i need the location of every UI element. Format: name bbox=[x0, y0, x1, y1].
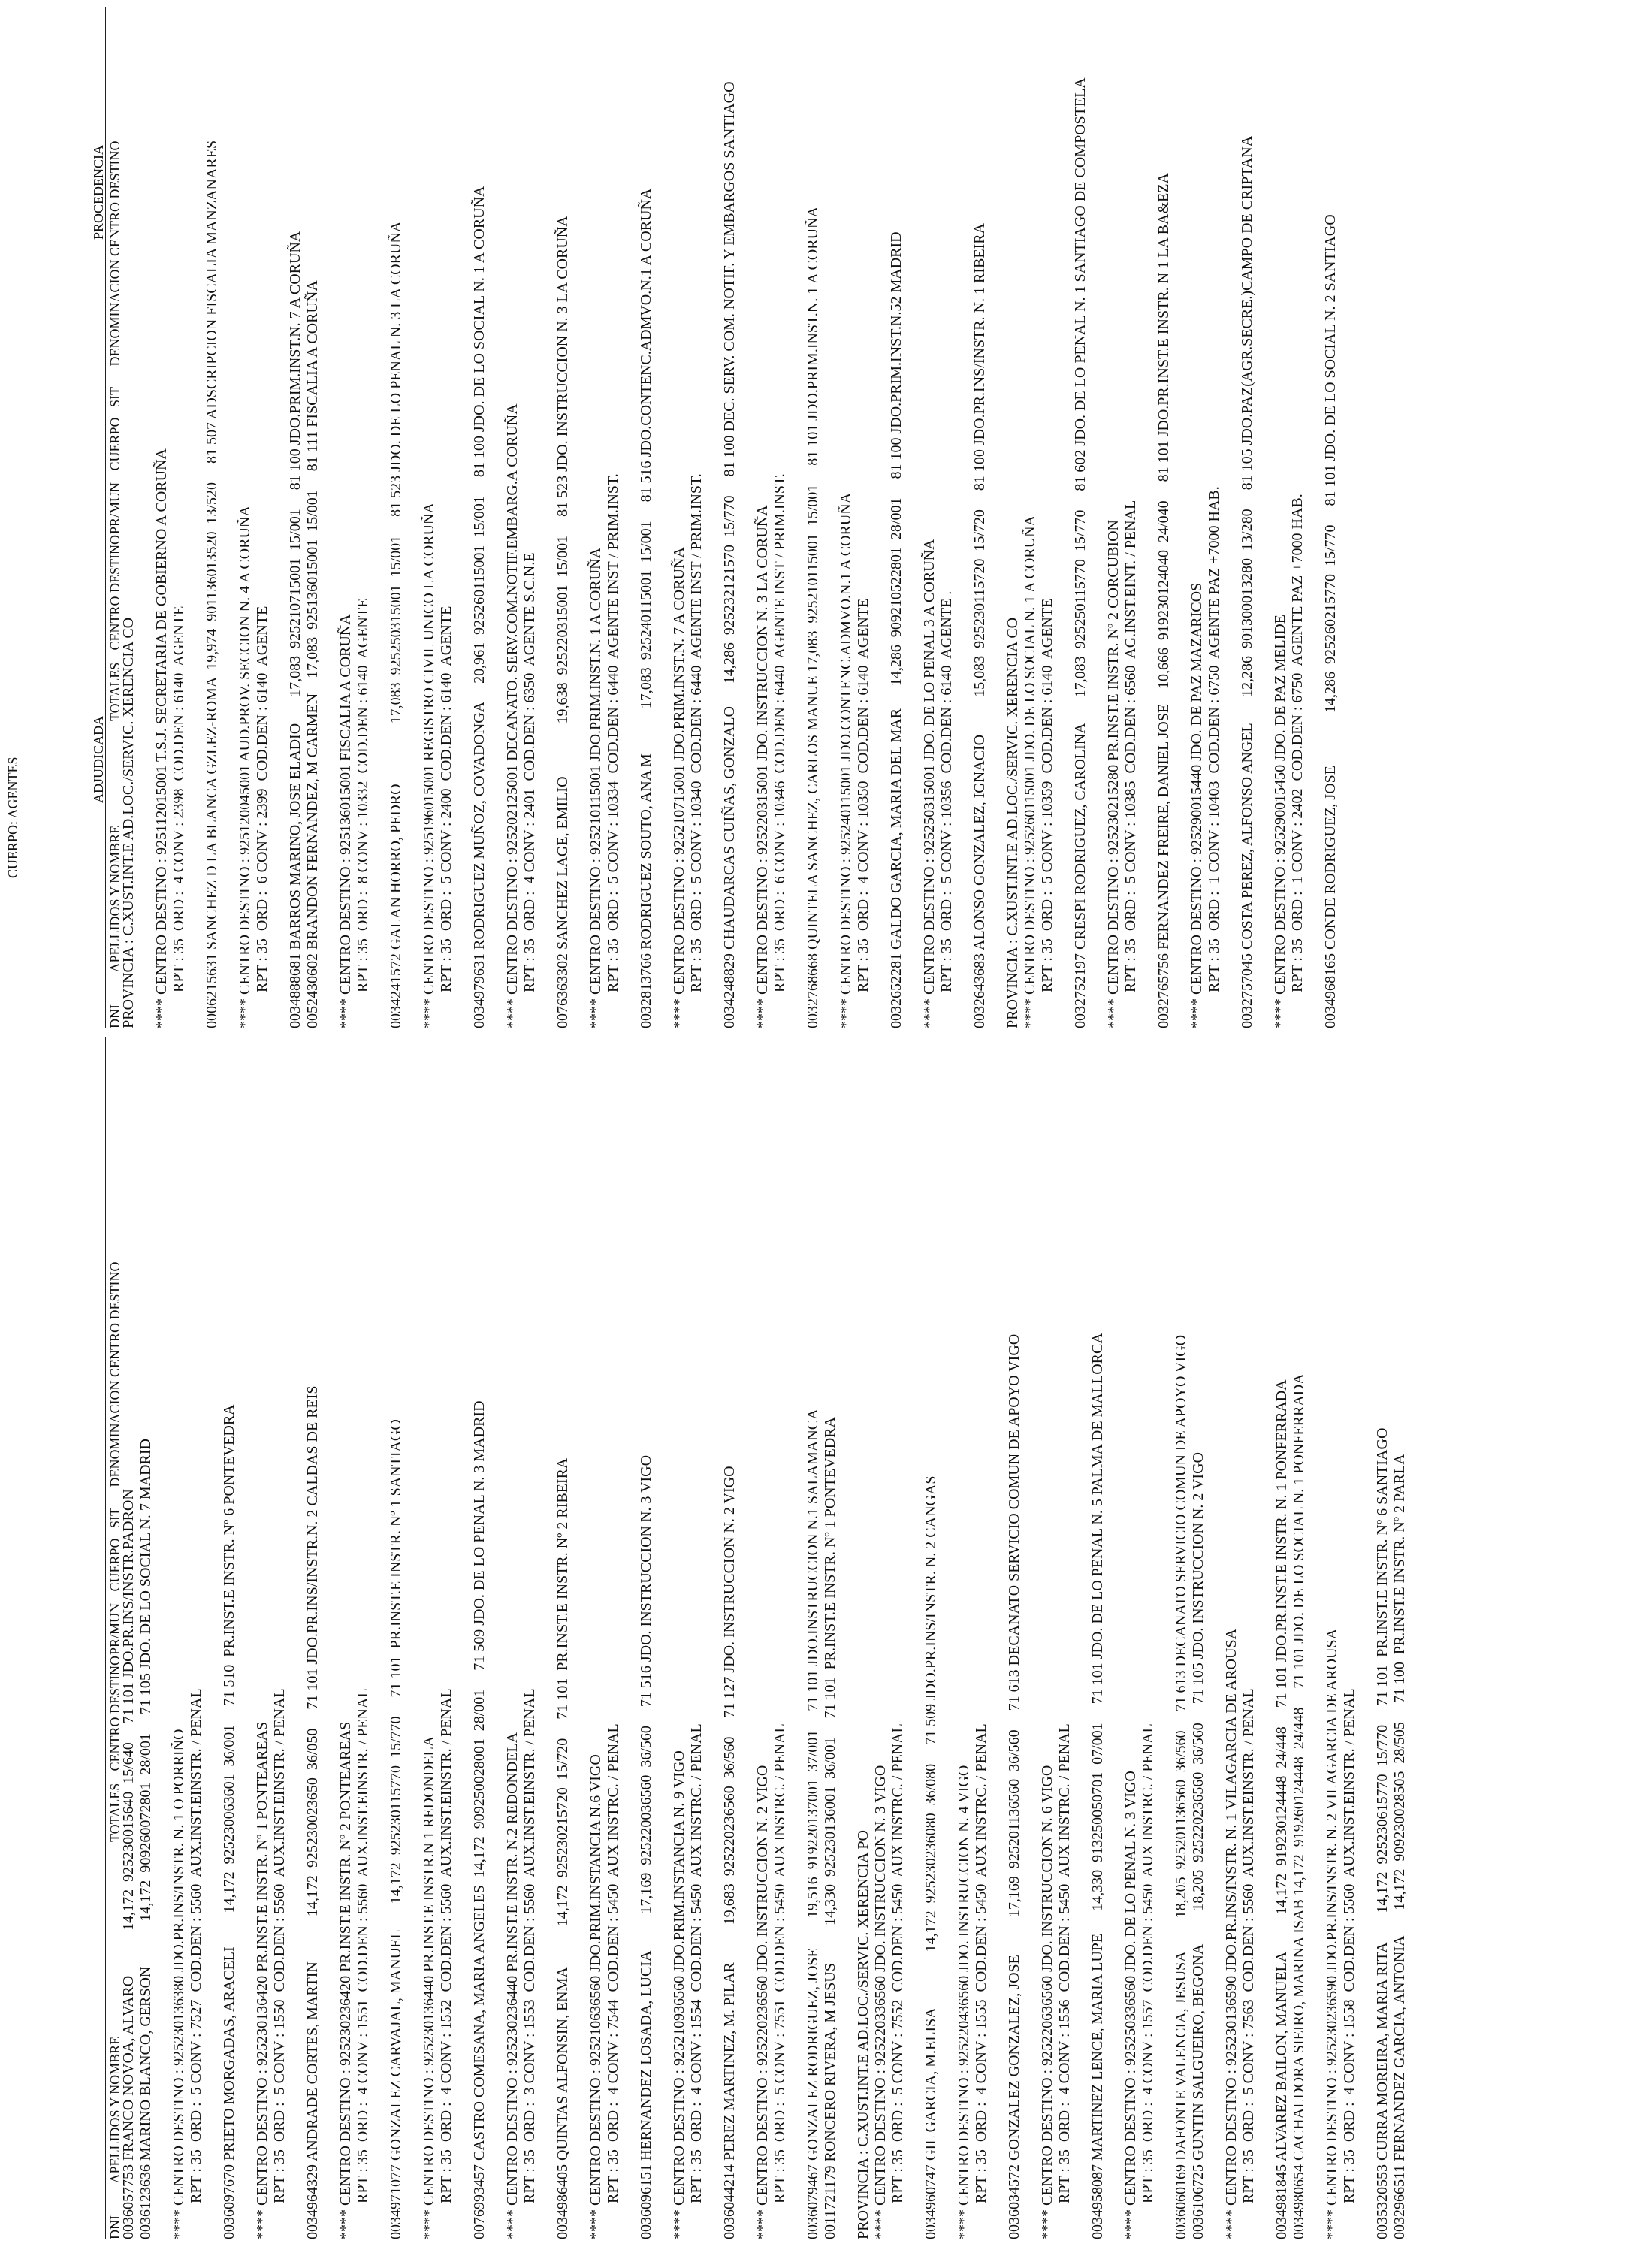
spacer bbox=[221, 7, 237, 1028]
agent-record: 0032752197 CRESPI RODRIGUEZ, CAROLINA 17,083 925250115770 15/770 81 602 JDO. DE LO PENAL N. 1 SANTIAGO DE COMPOSTELA bbox=[1072, 77, 1089, 1028]
agent-record: 0076993457 CASTRO COMESANA, MARIA ANGELES 14,172 909250028001 28/001 71 509 JDO. DE LO PENAL N. 3 MADRID bbox=[471, 1400, 488, 2239]
col-denominacion: DENOMINACION CENTRO DESTINO bbox=[107, 1261, 122, 1487]
spacer bbox=[488, 1037, 504, 2239]
col-centro-destino: CENTRO DESTINO bbox=[107, 1656, 122, 1771]
rpt-detail-line: RPT : 35 ORD : 4 CONV : 2401 COD.DEN : 6350 AGENTE S.C.N.E bbox=[521, 552, 538, 992]
rpt-detail-line: RPT : 35 ORD : 5 CONV : 7563 COD.DEN : 5560 AUX.INST.EINSTR. / PENAL bbox=[1240, 1688, 1257, 2203]
spacer bbox=[188, 7, 204, 1028]
spacer bbox=[956, 7, 971, 1028]
centro-destino-heading: **** CENTRO DESTINO : 925202125001 DECANATO. SERV.COM.NOTIF.EMBARG.A CORUÑA bbox=[504, 403, 521, 1028]
centro-destino-heading: **** CENTRO DESTINO : 925210715001 JDO.PRIM.INST.N. 7 A CORUÑA bbox=[671, 547, 687, 1028]
rpt-detail-line: RPT : 35 ORD : 4 CONV : 7544 COD.DEN : 5450 AUX INSTRC. / PENAL bbox=[605, 1723, 621, 2203]
agent-record: 0032813766 RODRIGUEZ SOUTO, ANA M 17,083 925240115001 15/001 81 516 JDO.CONTENC.ADMVO.N.1 A CORUÑA bbox=[638, 188, 654, 1028]
spacer bbox=[271, 7, 287, 1028]
agent-record: 0036123636 MARINO BLANCO, GERSON 14,172 909260072801 28/001 71 105 JDO. DE LO SOCIAL N. 7 MADRID bbox=[137, 1439, 154, 2239]
spacer bbox=[405, 1037, 421, 2239]
rpt-detail-line: RPT : 35 ORD : 5 CONV : 7527 COD.DEN : 5560 AUX.INST.EINSTR. / PENAL bbox=[188, 1688, 204, 2203]
rpt-detail-line: RPT : 35 ORD : 3 CONV : 1553 COD.DEN : 5560 AUX.INST.EINSTR. / PENAL bbox=[521, 1688, 538, 2203]
spacer bbox=[322, 1037, 337, 2239]
spacer bbox=[1173, 7, 1188, 1028]
centro-destino-heading: **** CENTRO DESTINO : 925120045001 AUD.PROV. SECCION N. 4 A CORUÑA bbox=[237, 506, 253, 1028]
spacer bbox=[622, 7, 638, 1028]
left-column bbox=[0, 1037, 1652, 2239]
centro-destino-heading: **** CENTRO DESTINO : 925220636560 JDO. INSTRUCCION N. 6 VIGO bbox=[1039, 1765, 1056, 2239]
centro-destino-heading: **** CENTRO DESTINO : 925230136420 PR.INST.E INSTR. Nº 1 PONTEAREAS bbox=[254, 1721, 270, 2239]
agent-record: 0034968165 CONDE RODRIGUEZ, JOSE 14,286 925260215770 15/770 81 101 JDO. DE LO SOCIAL N. 2 SANTIAGO bbox=[1322, 214, 1339, 1028]
rpt-detail-line: RPT : 35 ORD : 4 CONV : 1556 COD.DEN : 5450 AUX INSTRC. / PENAL bbox=[1056, 1723, 1073, 2203]
spacer bbox=[907, 1037, 923, 2239]
spacer bbox=[572, 1037, 587, 2239]
rpt-detail-line: RPT : 35 ORD : 8 CONV : 10332 COD.DEN : 6140 AGENTE bbox=[355, 598, 371, 992]
col-pr-mun: PR/MUN bbox=[107, 1602, 122, 1655]
centro-destino-heading: **** CENTRO DESTINO : 925210115001 JDO.PRIM.INST.N. 1 A CORUÑA bbox=[587, 547, 604, 1028]
spacer bbox=[372, 1037, 388, 2239]
col-dni: DNI bbox=[107, 1004, 122, 1028]
rpt-detail-line: RPT : 35 ORD : 5 CONV : 10359 COD.DEN : 6140 AGENTE bbox=[1039, 598, 1056, 992]
spacer bbox=[1308, 1037, 1324, 2239]
spacer bbox=[1223, 7, 1239, 1028]
rpt-detail-line: RPT : 35 ORD : 4 CONV : 1557 COD.DEN : 5450 AUX INSTRC. / PENAL bbox=[1140, 1723, 1156, 2203]
rpt-detail-line: RPT : 35 ORD : 5 CONV : 10356 COD.DEN : 6140 AGENTE . bbox=[938, 590, 955, 992]
agent-record: 0034971077 GONZALEZ CARVAJAL, MANUEL 14,172 925230115770 15/770 71 101 PR.INST.E INSTR. Nº 1 SANTIAGO bbox=[388, 1419, 404, 2239]
agent-record: 0036044214 PEREZ MARTINEZ, M. PILAR 19,683 925220236560 36/560 71 127 JDO. INSTRUCCION N. 2 VIGO bbox=[721, 1466, 738, 2239]
centro-destino-heading: **** CENTRO DESTINO : 925230236590 JDO.PR.INS/INSTR. N. 2 VILAGARCIA DE AROUSA bbox=[1324, 1628, 1340, 2239]
spacer bbox=[940, 1037, 956, 2239]
spacer bbox=[288, 1037, 304, 2239]
spacer bbox=[322, 7, 337, 1028]
spacer bbox=[1157, 1037, 1173, 2239]
centro-destino-heading: **** CENTRO DESTINO : 925290015450 JDO. DE PAZ MELIDE bbox=[1272, 615, 1288, 1028]
agent-record: 0076363302 SANCHEZ LAGE, EMILIO 19,638 925220315001 15/001 81 523 JDO. INSTRUCCION N. 3 LA CORUÑA bbox=[554, 216, 571, 1028]
spacer bbox=[405, 7, 421, 1028]
left-listing bbox=[120, 1037, 1409, 2239]
rpt-detail-line: RPT : 35 ORD : 5 CONV : 10385 COD.DEN : 6560 AG.INST.EINT. / PENAL bbox=[1122, 500, 1139, 992]
rpt-detail-line: RPT : 35 ORD : 6 CONV : 10346 COD.DEN : 6440 AGENTE INST / PRIM.INST. bbox=[772, 473, 788, 992]
col-pr-mun: PR/MUN bbox=[107, 482, 122, 534]
spacer bbox=[488, 7, 504, 1028]
spacer bbox=[872, 7, 888, 1028]
spacer bbox=[1023, 1037, 1039, 2239]
agent-record: 0006215631 SANCHEZ D LA BLANCA GZLEZ-ROMA 19,974 901136013520 13/520 81 507 ADSCRIPCION FISCALIA MANZANARES bbox=[204, 140, 220, 1028]
spacer bbox=[990, 1037, 1006, 2239]
agent-record: 0034958087 MARTINEZ LENCE, MARIA LUPE 14,330 913250050701 07/001 71 101 JDO. DE LO PENAL N. 5 PALMA DE MALLORCA bbox=[1089, 1333, 1106, 2239]
spacer bbox=[205, 1037, 221, 2239]
agent-record: 0034960747 GIL GARCIA, M.ELISA 14,172 925230236080 36/080 71 509 JDO.PR.INS/INSTR. N. 2 CANGAS bbox=[923, 1475, 939, 2239]
spacer bbox=[155, 1037, 171, 2239]
centro-destino-heading: **** CENTRO DESTINO : 925210636560 JDO.PRIM.INSTANCIA N.6 VIGO bbox=[587, 1754, 604, 2239]
centro-destino-heading: **** CENTRO DESTINO : 925230136590 JDO.PR.INS/INSTR. N. 1 VILAGARCIA DE AROUSA bbox=[1223, 1628, 1240, 2239]
spacer bbox=[789, 7, 805, 1028]
right-header bbox=[0, 7, 120, 1028]
col-centro-destino: CENTRO DESTINO bbox=[107, 535, 122, 651]
rpt-detail-line: RPT : 35 ORD : 5 CONV : 7551 COD.DEN : 5450 AUX INSTRC. / PENAL bbox=[772, 1723, 788, 2203]
spacer bbox=[1140, 7, 1155, 1028]
col-cuerpo: CUERPO bbox=[107, 1538, 122, 1592]
centro-destino-heading: **** CENTRO DESTINO : 925220336560 JDO. INSTRUCCION N. 3 VIGO bbox=[872, 1765, 889, 2239]
spacer bbox=[655, 1037, 671, 2239]
agent-record: 0035320553 CURRA MOREIRA, MARIA RITA 14,172 925230615770 15/770 71 101 PR.INST.E INSTR. Nº 6 SANTIAGO bbox=[1374, 1427, 1391, 2239]
spacer bbox=[1258, 1037, 1273, 2239]
centro-destino-heading: **** CENTRO DESTINO : 925250336560 JDO. DE LO PENAL N. 3 VIGO bbox=[1122, 1771, 1139, 2239]
centro-destino-heading: **** CENTRO DESTINO : 925230236440 PR.INST.E INSTR. N.2 REDONDELA bbox=[504, 1732, 521, 2239]
col-sit: SIT bbox=[107, 387, 122, 407]
agent-record: 0034986405 QUINTAS ALFONSIN, ENMA 14,172 925230215720 15/720 71 101 PR.INST.E INSTR. Nº 2 RIBEIRA bbox=[554, 1457, 571, 2239]
spacer bbox=[539, 7, 554, 1028]
col-cuerpo: CUERPO bbox=[107, 417, 122, 471]
agent-record: 0032643683 ALONSO GONZALEZ, IGNACIO 15,083 925230115720 15/720 81 100 JDO.PR.INS/INSTR. N. 1 RIBEIRA bbox=[971, 222, 988, 1028]
agent-record: 0036079467 GONZALEZ RODRIGUEZ, JOSE 19,516 919220137001 37/001 71 101 JDO.INSTRUCCION N.1 SALAMANCA bbox=[805, 1409, 821, 2239]
spacer bbox=[1358, 1037, 1374, 2239]
centro-destino-heading: **** CENTRO DESTINO : 925230136380 JDO.PR.INS/INSTR. N. 1 O PORRIÑO bbox=[171, 1729, 187, 2239]
centro-destino-heading: **** CENTRO DESTINO : 925230215280 PR.INST.E INSTR. Nº 2 CORCUBION bbox=[1105, 520, 1122, 1028]
centro-destino-heading: **** CENTRO DESTINO : 925260115001 JDO. DE LO SOCIAL N. 1 A CORUÑA bbox=[1022, 515, 1038, 1028]
col-dni: DNI bbox=[107, 2215, 122, 2239]
spacer bbox=[1306, 7, 1322, 1028]
col-denominacion: DENOMINACION CENTRO DESTINO bbox=[107, 140, 122, 367]
spacer bbox=[455, 1037, 471, 2239]
agent-record: 0036096151 HERNANDEZ LOSADA, LUCIA 17,169 925220036560 36/560 71 516 JDO. INSTRUCCION N. 3 VIGO bbox=[638, 1454, 654, 2239]
rpt-detail-line: RPT : 35 ORD : 1 CONV : 2402 COD.DEN : 6750 AGENTE PAZ +7000 HAB. bbox=[1289, 494, 1306, 992]
agent-record: 0036097670 PRIETO MORGADAS, ARACELI 14,172 925230063601 36/001 71 510 PR.INST.E INSTR. Nº 6 PONTEVEDRA bbox=[221, 1404, 237, 2239]
rpt-detail-line: RPT : 35 ORD : 4 CONV : 1552 COD.DEN : 5560 AUX.INST.EINSTR. / PENAL bbox=[438, 1688, 455, 2203]
agent-record: 0036057753 FRANCO NOVOA, ALVARO 14,172 925230015640 15/640 71 101 JDO.PR.INS/INSTR.PADRON bbox=[120, 1489, 137, 2239]
rpt-detail-line: RPT : 35 ORD : 6 CONV : 2399 COD.DEN : 6140 AGENTE bbox=[254, 606, 270, 992]
col-sit: SIT bbox=[107, 1508, 122, 1528]
agent-record: 0036060169 DAFONTE VALENCIA, JESUSA 18,205 925201136560 36/560 71 613 DECANATO SERVICIO COMUN DE APOYO VIGO bbox=[1173, 1334, 1189, 2239]
spacer bbox=[1089, 7, 1105, 1028]
centro-destino-heading: **** CENTRO DESTINO : 925196015001 REGISTRO CIVIL UNICO LA CORUÑA bbox=[421, 503, 437, 1028]
spacer bbox=[989, 7, 1004, 1028]
spacer bbox=[655, 7, 671, 1028]
spacer bbox=[1056, 7, 1072, 1028]
centro-destino-heading: **** CENTRO DESTINO : 925250315001 JDO. DE LO PENAL 3 A CORUÑA bbox=[921, 539, 938, 1028]
agent-record: 0034964329 ANDRADE CORTES, MARTIN 14,172 925230023650 36/050 71 101 JDO.PR.INS/INSTR.N. 2 CALDAS DE REIS bbox=[304, 1385, 321, 2239]
rpt-detail-line: RPT : 35 ORD : 4 CONV : 1558 COD.DEN : 5560 AUX.INST.EINSTR. / PENAL bbox=[1341, 1688, 1358, 2203]
agent-record: 0034981845 ALVAREZ BAILON, MANUELA 14,172 919230124448 24/448 71 101 JDO.PR.INST.E INSTR. N. 1 PONFERRADA bbox=[1273, 1379, 1290, 2239]
col-totales: TOTALES bbox=[107, 662, 122, 721]
rpt-detail-line: RPT : 35 ORD : 4 CONV : 1555 COD.DEN : 5450 AUX INSTRC. / PENAL bbox=[973, 1723, 989, 2203]
provincia-line: PROVINCIA : C.XUST.INT.E AD.LOC./SERVIC. XERENCIA CO bbox=[1004, 617, 1021, 1028]
provincia-line: PROVINCIA : C.XUST.INT.E AD.LOC./SERVIC. XERENCIA PO bbox=[855, 1830, 871, 2239]
rpt-detail-line: RPT : 35 ORD : 4 CONV : 2398 COD.DEN : 6140 AGENTE bbox=[171, 606, 187, 992]
col-apellidos: APELLIDOS Y NOMBRE bbox=[107, 2036, 122, 2184]
procedencia-group-label: PROCEDENCIA bbox=[91, 144, 106, 240]
spacer bbox=[738, 1037, 754, 2239]
agent-record: 0052430602 BRANDON FERNANDEZ, M CARMEN 17,083 925136015001 15/001 81 111 FISCALIA A CORUÑA bbox=[304, 280, 321, 1028]
col-apellidos: APELLIDOS Y NOMBRE bbox=[107, 825, 122, 973]
spacer bbox=[455, 7, 471, 1028]
rpt-detail-line: RPT : 35 ORD : 5 CONV : 1550 COD.DEN : 5560 AUX.INST.EINSTR. / PENAL bbox=[271, 1688, 288, 2203]
spacer bbox=[822, 7, 838, 1028]
agent-record: 0032652281 GALDO GARCIA, MARIA DEL MAR 14,286 909210522801 28/001 81 100 JDO.PRIM.INST.N.52 MADRID bbox=[888, 231, 905, 1028]
spacer bbox=[1256, 7, 1272, 1028]
agent-record: 0036106725 GUNTIN SALGUEIRO, BEGONA 18,205 925220236560 36/560 71 105 JDO. INSTRUCCION N. 2 VIGO bbox=[1190, 1452, 1207, 2239]
centro-destino-heading: **** CENTRO DESTINO : 925240115001 JDO.CONTENC.ADMVO.N.1 A CORUÑA bbox=[838, 492, 854, 1028]
centro-destino-heading: **** CENTRO DESTINO : 925230236420 PR.INST.E INSTR. Nº 2 PONTEAREAS bbox=[337, 1721, 354, 2239]
spacer bbox=[705, 1037, 721, 2239]
spacer bbox=[372, 7, 388, 1028]
centro-destino-heading: **** CENTRO DESTINO : 925136015001 FISCALIA A CORUÑA bbox=[337, 614, 354, 1028]
spacer bbox=[622, 1037, 638, 2239]
spacer bbox=[238, 1037, 254, 2239]
centro-destino-heading: **** CENTRO DESTINO : 925290015440 JDO. DE PAZ MAZARICOS bbox=[1188, 582, 1205, 1028]
centro-destino-heading: **** CENTRO DESTINO : 925220436560 JDO. INSTRUCCION N. 4 VIGO bbox=[956, 1765, 972, 2239]
spacer bbox=[839, 1037, 855, 2239]
rpt-detail-line: RPT : 35 ORD : 5 CONV : 2400 COD.DEN : 6140 AGENTE bbox=[438, 606, 455, 992]
spacer bbox=[572, 7, 587, 1028]
rpt-detail-line: RPT : 35 ORD : 5 CONV : 10340 COD.DEN : 6440 AGENTE INST / PRIM.INST. bbox=[688, 473, 705, 992]
spacer bbox=[1107, 1037, 1122, 2239]
agent-record: 0032765756 FERNANDEZ FREIRE, DANIEL JOSE 10,666 919230124040 24/040 81 101 JDO.PR.INST.E INSTR. N 1 LA BA&EZA bbox=[1155, 173, 1172, 1028]
spacer bbox=[1074, 1037, 1089, 2239]
spacer bbox=[789, 1037, 805, 2239]
centro-destino-heading: **** CENTRO DESTINO : 925220315001 JDO. INSTRUCCION N. 3 LA CORUÑA bbox=[754, 505, 771, 1028]
rpt-detail-line: RPT : 35 ORD : 4 CONV : 10350 COD.DEN : 6140 AGENTE bbox=[855, 598, 871, 992]
centro-destino-heading: **** CENTRO DESTINO : 925210936560 JDO.PRIM.INSTANCIA N. 9 VIGO bbox=[671, 1750, 687, 2239]
centro-destino-heading: **** CENTRO DESTINO : 925230136440 PR.INST.E INSTR.N 1 REDONDELA bbox=[421, 1735, 437, 2239]
spacer bbox=[705, 7, 721, 1028]
agent-record: 0034979631 RODRIGUEZ MUÑOZ, COVADONGA 20,961 925260115001 15/001 81 100 JDO. DE LO SOCIAL N. 1 A CORUÑA bbox=[471, 186, 488, 1028]
spacer bbox=[539, 1037, 554, 2239]
rpt-detail-line: RPT : 35 ORD : 4 CONV : 1551 COD.DEN : 5560 AUX.INST.EINSTR. / PENAL bbox=[355, 1688, 371, 2203]
agent-record: 0034980654 CACHALDORA SIEIRO, MARINA ISAB 14,172 919260124448 24/448 71 101 JDO. DE LO SOCIAL N. 1 PONFERRADA bbox=[1291, 1373, 1307, 2239]
centro-destino-heading: **** CENTRO DESTINO : 925220236560 JDO. INSTRUCCION N. 2 VIGO bbox=[754, 1765, 771, 2239]
rpt-detail-line: RPT : 35 ORD : 4 CONV : 1554 COD.DEN : 5450 AUX INSTRC. / PENAL bbox=[688, 1723, 705, 2203]
spacer bbox=[905, 7, 921, 1028]
adjudicada-group-label: ADJUDICADA bbox=[91, 716, 106, 803]
right-column bbox=[0, 7, 1652, 1028]
agent-record: 0032966511 FERNANDEZ GARCIA, ANTONIA 14,172 909230028505 28/505 71 100 PR.INST.E INSTR. Nº 2 PARLA bbox=[1391, 1454, 1408, 2239]
agent-record: 0034248829 CHAUDARCAS CUIÑAS, GONZALO 14,286 925232121570 15/770 81 100 DEC. SERV. COM. NOTIF. Y EMBARGOS SANTIAGO bbox=[721, 81, 738, 1028]
spacer bbox=[738, 7, 754, 1028]
rpt-detail-line: RPT : 35 ORD : 5 CONV : 10334 COD.DEN : 6440 AGENTE INST / PRIM.INST. bbox=[605, 473, 621, 992]
rpt-detail-line: RPT : 35 ORD : 1 CONV : 10403 COD.DEN : 6750 AGENTE PAZ +7000 HAB. bbox=[1206, 486, 1222, 992]
rpt-detail-line: RPT : 35 ORD : 5 CONV : 7552 COD.DEN : 5450 AUX INSTRC. / PENAL bbox=[889, 1723, 906, 2203]
agent-record: 0036034572 GONZALEZ GONZALEZ, JOSE 17,169 925201136560 36/560 71 613 DECANATO SERVICIO COMUN DE APOYO VIGO bbox=[1006, 1333, 1022, 2239]
spacer bbox=[137, 7, 153, 1028]
right-listing bbox=[120, 7, 1339, 1028]
centro-destino-heading: **** CENTRO DESTINO : 925112015001 T.S.J. SECRETARIA DE GOBIERNO A CORUÑA bbox=[153, 448, 170, 1028]
col-totales: TOTALES bbox=[107, 1783, 122, 1842]
agent-record: 0034241572 GALAN HORRO, PEDRO 17,083 925250315001 15/001 81 523 JDO. DE LO PENAL N. 3 LA CORUÑA bbox=[388, 221, 404, 1028]
provincia-line: PROVINCIA : C.XUST.INT.E AD.LOC./SERVIC. XERENCIA CO bbox=[120, 617, 137, 1028]
agent-record: 0032768668 QUINTELA SANCHEZ, CARLOS MANUE 17,083 925210115001 15/001 81 101 JDO.PRIM.INST.N. 1 A CORUÑA bbox=[805, 207, 821, 1028]
agent-record: 0032757045 COSTA PEREZ, ALFONSO ANGEL 12,286 901300013280 13/280 81 105 JDO.PAZ(AGR.SECRE.)CAMPO DE CRIPTANA bbox=[1239, 135, 1255, 1028]
cuerpo-label: CUERPO: AGENTES bbox=[5, 757, 20, 878]
left-header bbox=[0, 1037, 120, 2239]
agent-record: 0034888681 BARROS MARINO, JOSE ELADIO 17,083 925210715001 15/001 81 100 JDO.PRIM.INST.N. 7 A CORUÑA bbox=[287, 231, 304, 1028]
spacer bbox=[1207, 1037, 1223, 2239]
agent-record: 0011721179 RONCERO RIVERA, M JESUS 14,330 925230136001 36/001 71 101 PR.INST.E INSTR. Nº 1 PONTEVEDRA bbox=[822, 1417, 838, 2239]
